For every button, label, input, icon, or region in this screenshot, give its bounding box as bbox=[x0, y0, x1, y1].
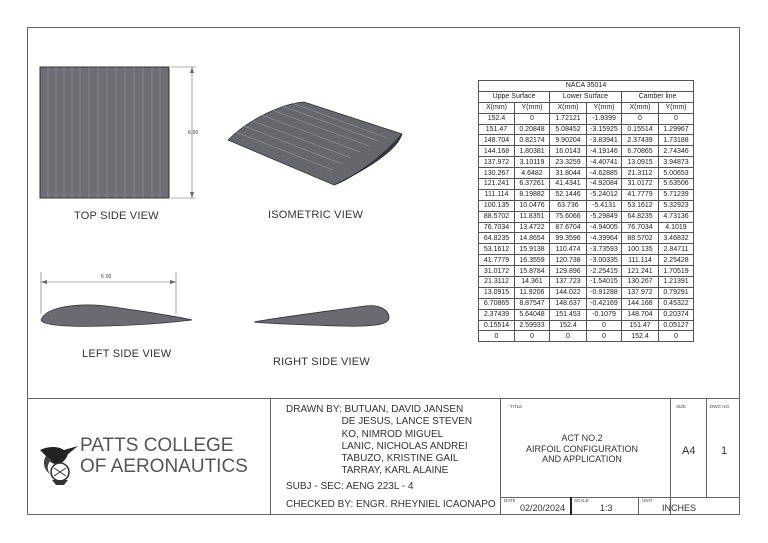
table-cell: 3.10119 bbox=[515, 157, 550, 168]
table-cell: 64.8235 bbox=[479, 233, 515, 244]
table-row bbox=[479, 124, 694, 135]
table-cell: 2.37439 bbox=[622, 135, 659, 146]
table-cell: 121.241 bbox=[622, 266, 659, 277]
table-cell: 15.9138 bbox=[515, 244, 550, 255]
table-row bbox=[479, 168, 694, 179]
table-cell: 137.723 bbox=[550, 277, 587, 288]
table-cell: 148.704 bbox=[622, 309, 659, 320]
sheet-size: A4 bbox=[682, 445, 696, 457]
table-cell: 1.72121 bbox=[550, 113, 587, 124]
table-cell: 0 bbox=[550, 331, 587, 342]
table-cell: 0 bbox=[622, 113, 659, 124]
table-cell: 10.0476 bbox=[515, 200, 550, 211]
table-cell: 6.70865 bbox=[622, 146, 659, 157]
dwg-no-caption: DWG NO. bbox=[710, 404, 731, 409]
date-caption: DATE bbox=[504, 498, 516, 503]
table-cell: 5.63506 bbox=[659, 179, 694, 190]
table-cell: 11.8351 bbox=[515, 211, 550, 222]
top-height-dimension: 6.00 bbox=[188, 130, 199, 136]
table-cell: 14.361 bbox=[515, 277, 550, 288]
table-cell: 2.59933 bbox=[515, 320, 550, 331]
table-cell: 75.6066 bbox=[550, 211, 587, 222]
table-row bbox=[479, 222, 694, 233]
table-cell: 0.20848 bbox=[515, 124, 550, 135]
table-cell: 4.1019 bbox=[659, 222, 694, 233]
table-row bbox=[479, 179, 694, 190]
table-cell: 3.46832 bbox=[659, 233, 694, 244]
table-row bbox=[479, 255, 694, 266]
table-column-headers bbox=[479, 102, 694, 113]
isometric-view-drawing bbox=[222, 98, 410, 190]
table-cell: -4.39964 bbox=[587, 233, 622, 244]
school-name bbox=[80, 435, 248, 477]
table-group-lower: Lower Surface bbox=[550, 91, 622, 102]
table-cell: 99.3596 bbox=[550, 233, 587, 244]
table-row bbox=[479, 320, 694, 331]
scale-value: 1:3 bbox=[600, 503, 613, 513]
table-cell: 144.168 bbox=[479, 146, 515, 157]
table-cell: 41.4341 bbox=[550, 179, 587, 190]
table-cell: 9.90204 bbox=[550, 135, 587, 146]
table-cell: -1.54015 bbox=[587, 277, 622, 288]
left-side-view-drawing bbox=[36, 268, 196, 332]
table-group-upper: Uppe Surface bbox=[479, 91, 550, 102]
table-cell: 8.19882 bbox=[515, 189, 550, 200]
table-cell: -3.83941 bbox=[587, 135, 622, 146]
table-cell: -4.40741 bbox=[587, 157, 622, 168]
table-cell: 64.8235 bbox=[622, 211, 659, 222]
unit-caption: UNIT bbox=[642, 498, 653, 503]
table-row bbox=[479, 135, 694, 146]
table-cell: 13.0915 bbox=[479, 287, 515, 298]
table-row bbox=[479, 298, 694, 309]
table-cell: 152.4 bbox=[550, 320, 587, 331]
table-cell: 137.972 bbox=[622, 287, 659, 298]
table-cell: 0 bbox=[659, 331, 694, 342]
table-cell: 53.1612 bbox=[479, 244, 515, 255]
table-cell: 144.168 bbox=[622, 298, 659, 309]
table-cell: 1.80381 bbox=[515, 146, 550, 157]
table-cell: 4.6482 bbox=[515, 168, 550, 179]
table-cell: 110.474 bbox=[550, 244, 587, 255]
table-cell: 120.738 bbox=[550, 255, 587, 266]
table-cell: 13.4722 bbox=[515, 222, 550, 233]
table-cell: 21.3112 bbox=[622, 168, 659, 179]
table-cell: -5.29849 bbox=[587, 211, 622, 222]
table-cell: 1.73188 bbox=[659, 135, 694, 146]
drawing-number: 1 bbox=[721, 445, 728, 457]
table-cell: 41.7779 bbox=[479, 255, 515, 266]
table-cell: 6.37261 bbox=[515, 179, 550, 190]
date-value: 02/20/2024 bbox=[520, 503, 566, 513]
table-cell: 151.47 bbox=[479, 124, 515, 135]
table-row bbox=[479, 266, 694, 277]
table-cell: 3.94873 bbox=[659, 157, 694, 168]
table-cell: -0.1079 bbox=[587, 309, 622, 320]
table-cell: 100.135 bbox=[622, 244, 659, 255]
table-cell: 76.7034 bbox=[479, 222, 515, 233]
table-cell: 0.15514 bbox=[622, 124, 659, 135]
table-cell: 2.25428 bbox=[659, 255, 694, 266]
table-cell: 129.896 bbox=[550, 266, 587, 277]
table-row bbox=[479, 146, 694, 157]
drawing-title bbox=[502, 433, 662, 465]
table-cell: 1.70519 bbox=[659, 266, 694, 277]
table-column-header: Y(mm) bbox=[659, 102, 694, 113]
table-cell: 100.135 bbox=[479, 200, 515, 211]
table-cell: 0 bbox=[587, 331, 622, 342]
table-cell: 16.3559 bbox=[515, 255, 550, 266]
left-side-view-label: LEFT SIDE VIEW bbox=[82, 348, 172, 360]
table-cell: 0.45322 bbox=[659, 298, 694, 309]
table-cell: -4.19146 bbox=[587, 146, 622, 157]
table-cell: 121.241 bbox=[479, 179, 515, 190]
table-cell: 5.64048 bbox=[515, 309, 550, 320]
table-cell: 1.29967 bbox=[659, 124, 694, 135]
table-cell: 31.0172 bbox=[479, 266, 515, 277]
right-side-view-label: RIGHT SIDE VIEW bbox=[273, 356, 370, 368]
table-cell: -1.9399 bbox=[587, 113, 622, 124]
table-cell: 23.3259 bbox=[550, 157, 587, 168]
table-row bbox=[479, 233, 694, 244]
table-cell: 63.736 bbox=[550, 200, 587, 211]
scale-caption: SCALE bbox=[574, 498, 589, 503]
table-cell: 152.4 bbox=[622, 331, 659, 342]
table-column-header: X(mm) bbox=[550, 102, 587, 113]
table-cell: 0 bbox=[587, 320, 622, 331]
table-cell: 0 bbox=[515, 331, 550, 342]
title-line1: ACT NO.2 bbox=[561, 433, 603, 443]
table-cell: 111.114 bbox=[479, 189, 515, 200]
table-cell: 21.3112 bbox=[479, 277, 515, 288]
table-row bbox=[479, 244, 694, 255]
table-cell: 31.0172 bbox=[622, 179, 659, 190]
school-name-line1: PATTS COLLEGE bbox=[80, 435, 234, 456]
table-row bbox=[479, 309, 694, 320]
table-cell: -4.94005 bbox=[587, 222, 622, 233]
table-row bbox=[479, 157, 694, 168]
table-cell: 2.74346 bbox=[659, 146, 694, 157]
title-line2: AIRFOIL CONFIGURATION bbox=[525, 443, 638, 454]
title-caption: TITLE bbox=[510, 404, 523, 409]
table-cell: 0.15514 bbox=[479, 320, 515, 331]
table-cell: -2.25415 bbox=[587, 266, 622, 277]
table-row bbox=[479, 189, 694, 200]
table-cell: 5.71239 bbox=[659, 189, 694, 200]
table-cell: 6.70865 bbox=[479, 298, 515, 309]
table-row bbox=[479, 287, 694, 298]
table-cell: -5.4131 bbox=[587, 200, 622, 211]
table-row bbox=[479, 277, 694, 288]
table-cell: -3.15925 bbox=[587, 124, 622, 135]
table-cell: 0 bbox=[659, 113, 694, 124]
table-cell: 0 bbox=[479, 331, 515, 342]
table-cell: 0.05127 bbox=[659, 320, 694, 331]
table-body bbox=[479, 113, 694, 342]
table-cell: 5.32923 bbox=[659, 200, 694, 211]
table-column-header: Y(mm) bbox=[515, 102, 550, 113]
subject-section: SUBJ - SEC: AENG 223L - 4 bbox=[286, 481, 414, 492]
table-cell: -0.42169 bbox=[587, 298, 622, 309]
table-cell: 0 bbox=[515, 113, 550, 124]
table-row bbox=[479, 200, 694, 211]
table-cell: -5.24012 bbox=[587, 189, 622, 200]
school-name-line2: OF AERONAUTICS bbox=[80, 456, 248, 477]
table-cell: 111.114 bbox=[622, 255, 659, 266]
table-cell: 11.9206 bbox=[515, 287, 550, 298]
table-cell: 152.4 bbox=[479, 113, 515, 124]
table-cell: 151.47 bbox=[622, 320, 659, 331]
table-cell: -3.73593 bbox=[587, 244, 622, 255]
table-column-header: Y(mm) bbox=[587, 102, 622, 113]
table-cell: 130.267 bbox=[622, 277, 659, 288]
table-cell: -0.91288 bbox=[587, 287, 622, 298]
table-cell: 137.972 bbox=[479, 157, 515, 168]
checked-by: CHECKED BY: ENGR. RHEYNIEL ICAONAPO bbox=[286, 499, 496, 510]
table-cell: 148.637 bbox=[550, 298, 587, 309]
table-cell: 148.704 bbox=[479, 135, 515, 146]
table-cell: 88.5702 bbox=[622, 233, 659, 244]
right-side-view-drawing bbox=[250, 298, 392, 332]
isometric-view-label: ISOMETRIC VIEW bbox=[268, 209, 364, 221]
naca-coordinates-table bbox=[478, 80, 694, 342]
table-cell: 87.6704 bbox=[550, 222, 587, 233]
table-cell: 13.0915 bbox=[622, 157, 659, 168]
table-title: NACA 35014 bbox=[479, 81, 694, 92]
drawn-by: DRAWN BY: BUTUAN, DAVID JANSEN DE JESUS, LANCE STEVEN KO, NIMROD MIGUEL LANIC, NICHOLAS ANDREI TABUZO, KRISTINE GAIL TARRAY, KARL ALAINE bbox=[286, 404, 473, 477]
table-cell: 0.79291 bbox=[659, 287, 694, 298]
table-row bbox=[479, 331, 694, 342]
table-cell: -3.00335 bbox=[587, 255, 622, 266]
top-side-view-label: TOP SIDE VIEW bbox=[74, 210, 159, 222]
table-cell: 8.87547 bbox=[515, 298, 550, 309]
table-cell: 76.7034 bbox=[622, 222, 659, 233]
table-cell: 14.8654 bbox=[515, 233, 550, 244]
title-line3: AND APPLICATION bbox=[542, 454, 622, 464]
size-caption: SIZE bbox=[676, 404, 687, 409]
table-group-camber: Camber line bbox=[622, 91, 694, 102]
table-cell: 41.7779 bbox=[622, 189, 659, 200]
table-cell: 31.8044 bbox=[550, 168, 587, 179]
table-cell: -4.92084 bbox=[587, 179, 622, 190]
table-cell: 5.00653 bbox=[659, 168, 694, 179]
school-logo bbox=[38, 440, 80, 486]
table-cell: 5.08452 bbox=[550, 124, 587, 135]
table-cell: 1.21391 bbox=[659, 277, 694, 288]
left-width-dimension: 6.00 bbox=[101, 274, 112, 280]
table-cell: 144.022 bbox=[550, 287, 587, 298]
unit-value: INCHES bbox=[662, 503, 697, 513]
table-cell: 0.82174 bbox=[515, 135, 550, 146]
table-cell: 16.0143 bbox=[550, 146, 587, 157]
table-row bbox=[479, 113, 694, 124]
table-cell: -4.62885 bbox=[587, 168, 622, 179]
table-cell: 53.1612 bbox=[622, 200, 659, 211]
table-cell: 88.5702 bbox=[479, 211, 515, 222]
table-cell: 0.20374 bbox=[659, 309, 694, 320]
table-cell: 4.73136 bbox=[659, 211, 694, 222]
table-cell: 151.453 bbox=[550, 309, 587, 320]
table-cell: 52.1446 bbox=[550, 189, 587, 200]
table-row bbox=[479, 211, 694, 222]
table-cell: 15.8784 bbox=[515, 266, 550, 277]
table-cell: 2.37439 bbox=[479, 309, 515, 320]
table-column-header: X(mm) bbox=[479, 102, 515, 113]
table-cell: 2.84711 bbox=[659, 244, 694, 255]
table-cell: 130.267 bbox=[479, 168, 515, 179]
table-column-header: X(mm) bbox=[622, 102, 659, 113]
